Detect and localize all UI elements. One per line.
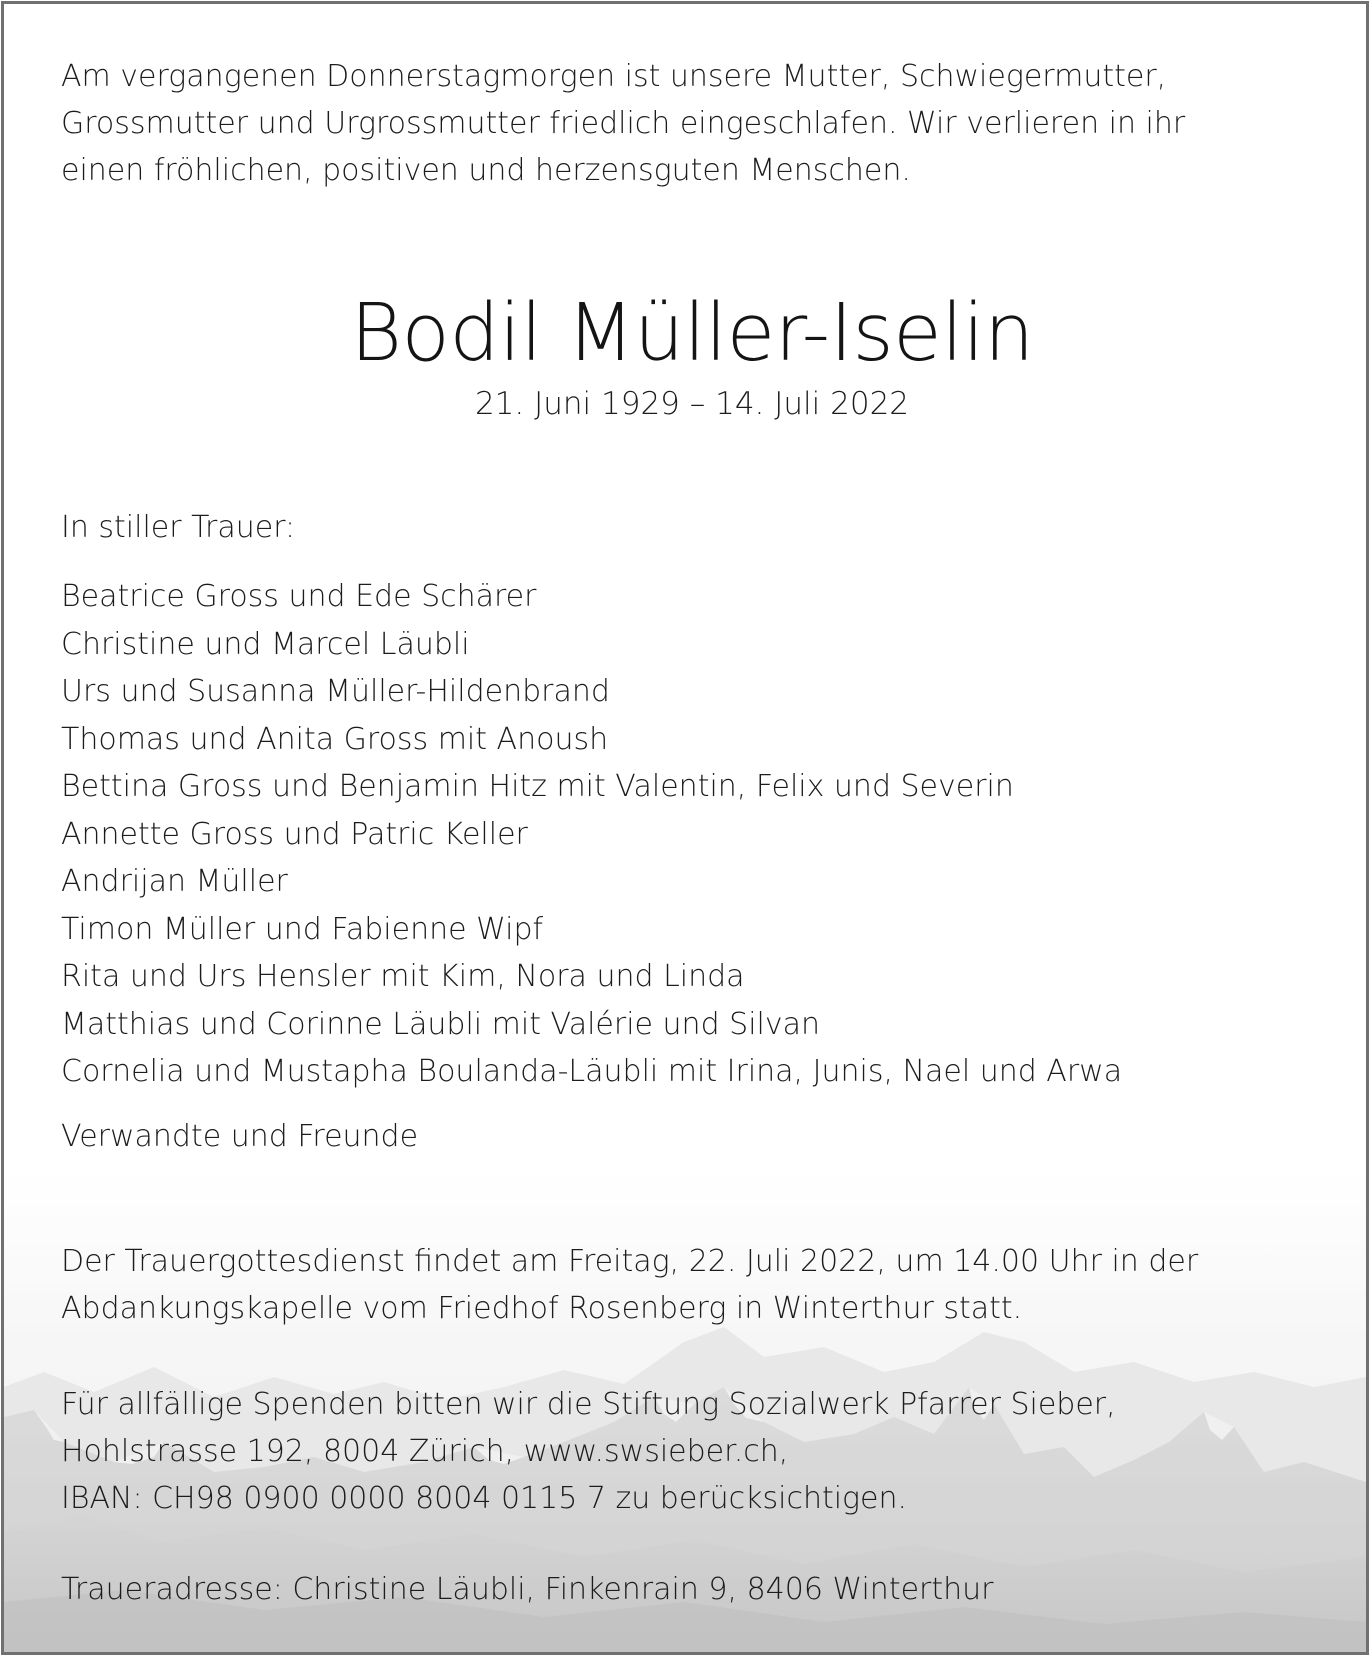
deceased-name: Bodil Müller-Iselin — [350, 287, 1034, 379]
mourner-item: Christine und Marcel Läubli — [61, 626, 470, 662]
obituary-notice — [1, 1, 1369, 1655]
donation-info: Für allfällige Spenden bitten wir die Stiftung Sozialwerk Pfarrer Sieber, Hohlstrasse 192, 8004 Zürich, www.swsieber.ch, IBAN: CH98 0900 0000 8004 0115 7 zu berücksichtigen. — [61, 1387, 1116, 1516]
mourner-item: Bettina Gross und Benjamin Hitz mit Valentin, Felix und Severin — [61, 769, 1014, 804]
mourner-item: Urs und Susanna Müller-Hildenbrand — [61, 674, 610, 709]
mourning-address: Traueradresse: Christine Läubli, Finkenrain 9, 8406 Winterthur — [61, 1572, 994, 1607]
mourner-item: Rita und Urs Hensler mit Kim, Nora und Linda — [61, 959, 745, 994]
intro-text: Am vergangenen Donnerstagmorgen ist unsere Mutter, Schwiegermutter, Grossmutter und Urgrossmutter friedlich eingeschlafen. Wir verlieren in ihr einen fröhlichen, positiven und herzensguten Menschen. — [61, 59, 1186, 188]
mourner-item: Andrijan Müller — [61, 864, 288, 899]
mourner-item: Annette Gross und Patric Keller — [61, 816, 528, 852]
mourning-heading: In stiller Trauer: — [61, 510, 296, 545]
mourners-list — [61, 573, 1122, 1096]
relatives-text: Verwandte und Freunde — [61, 1119, 419, 1154]
mourner-item: Cornelia und Mustapha Boulanda-Läubli mit Irina, Junis, Nael und Arwa — [61, 1054, 1123, 1089]
service-info: Der Trauergottesdienst findet am Freitag, 22. Juli 2022, um 14.00 Uhr in der Abdankungskapelle vom Friedhof Rosenberg in Winterthur statt. — [61, 1244, 1199, 1326]
life-dates: 21. Juni 1929 – 14. Juli 2022 — [474, 386, 910, 422]
mourner-item: Timon Müller und Fabienne Wipf — [61, 911, 544, 947]
mourner-item: Beatrice Gross und Ede Schärer — [61, 579, 537, 614]
mourner-item: Thomas und Anita Gross mit Anoush — [61, 721, 609, 757]
mourner-item: Matthias und Corinne Läubli mit Valérie und Silvan — [61, 1006, 821, 1042]
